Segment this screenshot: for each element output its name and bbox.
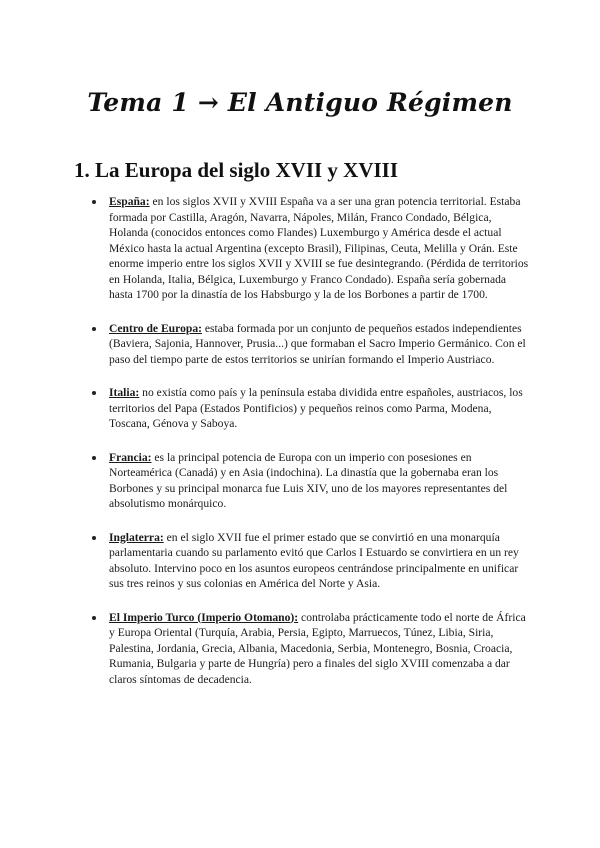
item-text: en el siglo XVII fue el primer estado que se convirtió en una monarquía parlamentaria cuando su parlamento evitó que Carlos I Estuardo se convirtiera en un rey absoluto. Intervino poco en los asuntos europeos centrándose principalmente en unificar sus tres reinos y sus colonias en América del Norte y Asia. <box>109 530 519 590</box>
bullet-icon <box>92 327 96 331</box>
bullet-icon <box>92 456 96 460</box>
item-term: Italia: <box>109 386 140 399</box>
bullet-list <box>92 194 532 687</box>
list-item-centro-europa <box>92 321 532 368</box>
bullet-icon <box>92 536 96 540</box>
item-text: en los siglos XVII y XVIII España va a ser una gran potencia territorial. Estaba formada por Castilla, Aragón, Navarra, Nápoles, Milán, Franco Condado, Bélgica, Holanda (conocidos entonces como Flandes) Luxemburgo y América desde el actual México hasta la actual Argentina (excepto Brasil), Filipinas, Ceuta, Melilla y Orán. Este enorme imperio entre los siglos XVII y XVIII se fue desintegrando. (Pérdida de territorios en Holanda, Italia, Bélgica, Luxemburgo y Franco Condado). España sería gobernada hasta 1700 por la dinastía de los Habsburgo y la de los Borbones a partir de 1700. <box>109 195 529 301</box>
item-text: no existía como país y la península estaba dividida entre españoles, austriacos, los territorios del Papa (Estados Pontificios) y pequeños reinos como Parma, Modena, Toscana, Génova y Saboya. <box>109 386 523 430</box>
item-term: El Imperio Turco (Imperio Otomano): <box>109 610 299 624</box>
list-item-francia <box>92 450 532 512</box>
list-item-italia <box>92 385 532 432</box>
list-item-inglaterra <box>92 530 532 592</box>
item-text: controlaba prácticamente todo el norte de África y Europa Oriental (Turquía, Arabia, Persia, Egipto, Marruecos, Túnez, Libia, Siria, Palestina, Jordania, Grecia, Albania, Macedonia, Serbia, Montenegro, Bosnia, Croacia, Rumania, Bulgaria y parte de Hungría) pero a finales del siglo XVIII comenzaba a dar claros síntomas de decadencia. <box>109 610 526 686</box>
bullet-icon <box>92 200 96 204</box>
item-term: Inglaterra: <box>109 530 164 544</box>
item-term: España: <box>109 195 150 208</box>
item-term: Francia: <box>109 450 152 464</box>
item-text: estaba formada por un conjunto de pequeños estados independientes (Baviera, Sajonia, Hannover, Prusia...) que formaban el Sacro Imperio Germánico. Con el paso del tiempo parte de estos territorios se unirían formando el Imperio Austriaco. <box>109 321 526 366</box>
item-text: es la principal potencia de Europa con un imperio con posesiones en Norteamérica (Canadá) y en Asia (indochina). La dinastía que la gobernaba eran los Borbones y su principal monarca fue Luis XIV, uno de los mayores representantes del absolutismo monárquico. <box>109 450 508 510</box>
page-title: Tema 1 → El Antiguo Régimen <box>87 88 513 117</box>
item-term: Centro de Europa: <box>109 321 202 335</box>
bullet-icon <box>92 391 96 395</box>
section-heading: 1. La Europa del siglo XVII y XVIII <box>74 158 399 182</box>
list-item-espana <box>92 194 532 303</box>
bullet-icon <box>92 616 96 620</box>
list-item-imperio-turco <box>92 610 532 688</box>
